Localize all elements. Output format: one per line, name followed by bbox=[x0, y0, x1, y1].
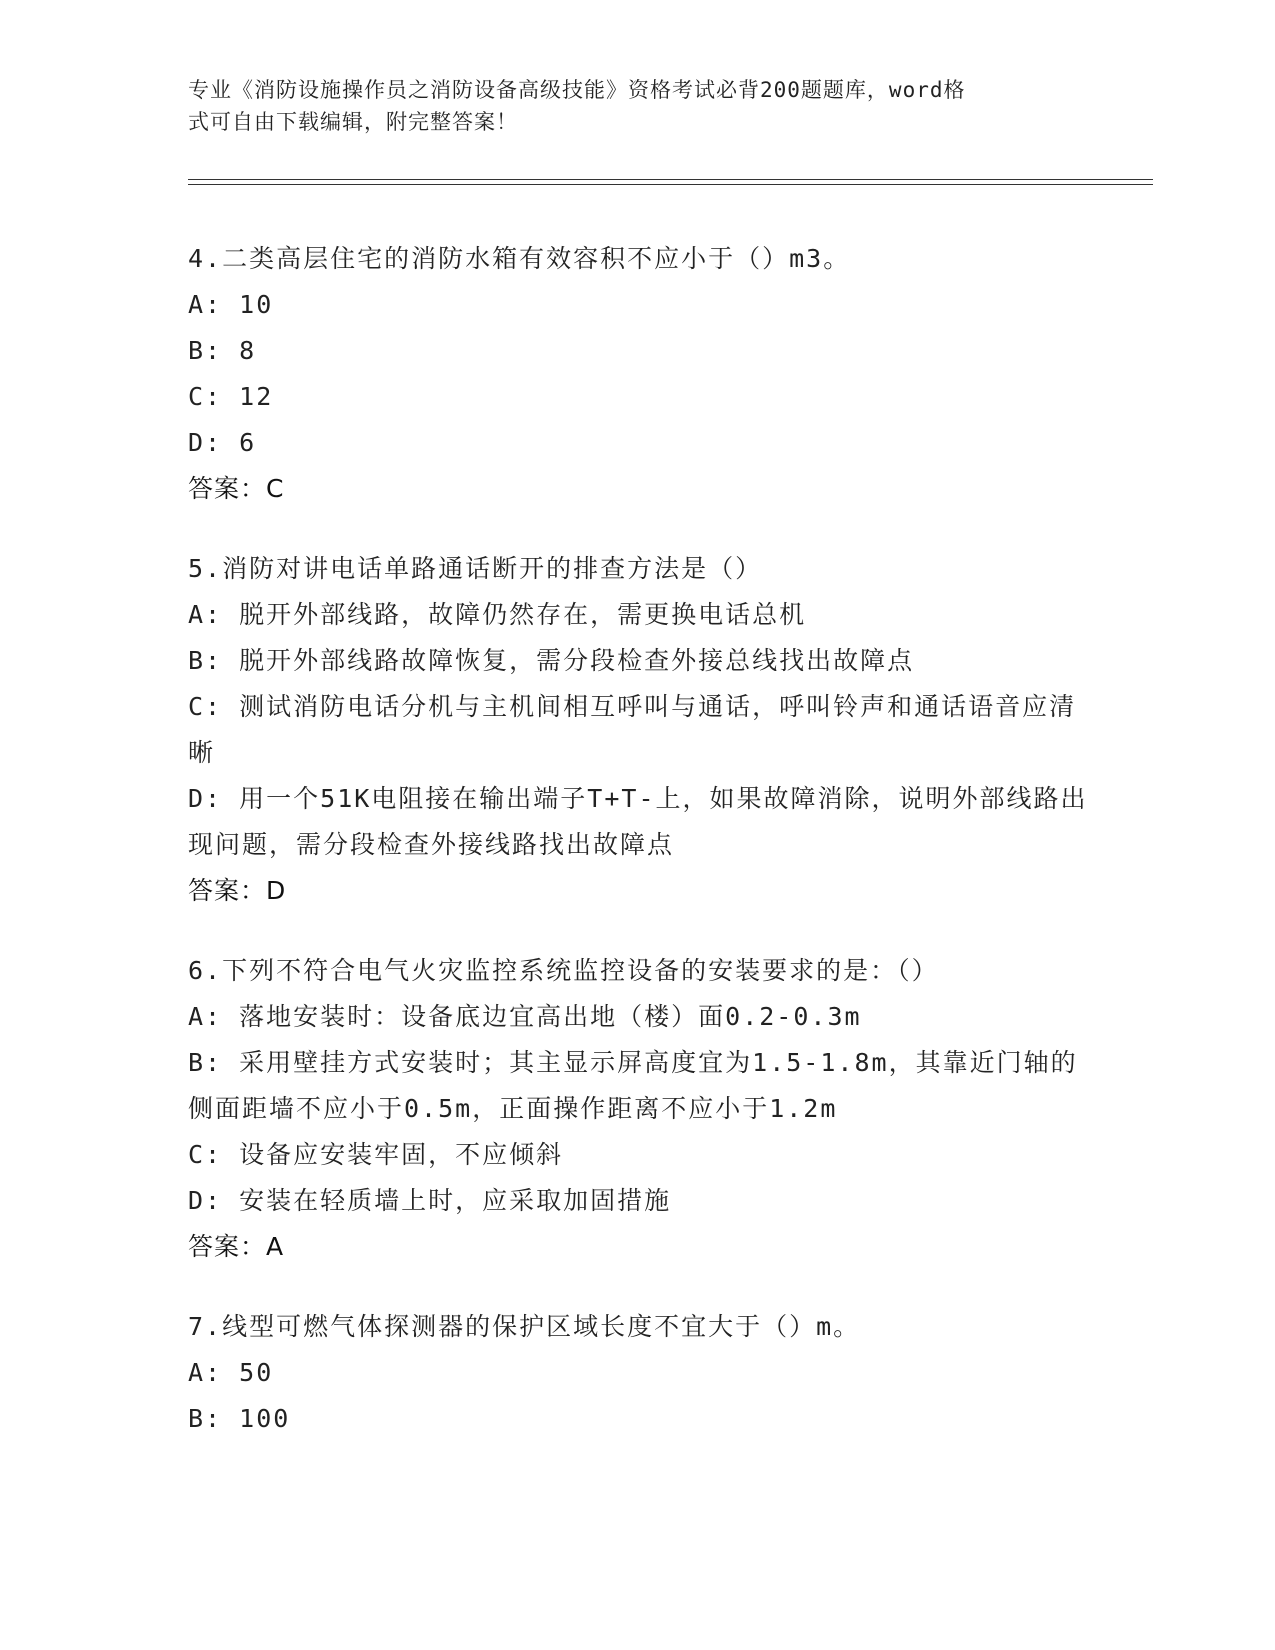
option-a: A: 10 bbox=[188, 290, 274, 319]
answer-label: 答案：A bbox=[188, 1232, 285, 1261]
question-stem: 4.二类高层住宅的消防水箱有效容积不应小于（）m3。 bbox=[188, 244, 851, 273]
question-stem: 6.下列不符合电气火灾监控系统监控设备的安装要求的是：（） bbox=[188, 956, 939, 985]
question-list bbox=[188, 236, 1088, 1476]
option-b: B: 采用壁挂方式安装时；其主显示屏高度宜为1.5-1.8m，其靠近门轴的侧面距墙不应小于0.5m，正面操作距离不应小于1.2m bbox=[188, 1048, 1078, 1123]
header-line-1: 专业《消防设施操作员之消防设备高级技能》资格考试必背200题题库，word格 bbox=[188, 78, 966, 102]
answer-label: 答案：C bbox=[188, 474, 285, 503]
question-4 bbox=[188, 236, 1088, 512]
question-stem: 7.线型可燃气体探测器的保护区域长度不宜大于（）m。 bbox=[188, 1312, 861, 1341]
option-a: A: 50 bbox=[188, 1358, 274, 1387]
option-d: D: 用一个51K电阻接在输出端子T+T-上，如果故障消除，说明外部线路出现问题，需分段检查外接线路找出故障点 bbox=[188, 784, 1088, 859]
option-c: C: 测试消防电话分机与主机间相互呼叫与通话，呼叫铃声和通话语音应清晰 bbox=[188, 692, 1077, 767]
option-d: D: 安装在轻质墙上时，应采取加固措施 bbox=[188, 1186, 672, 1215]
header-line-2: 式可自由下载编辑，附完整答案！ bbox=[188, 110, 518, 134]
option-b: B: 8 bbox=[188, 336, 257, 365]
answer-label: 答案：D bbox=[188, 876, 287, 905]
question-7 bbox=[188, 1304, 1088, 1442]
option-b: B: 脱开外部线路故障恢复，需分段检查外接总线找出故障点 bbox=[188, 646, 915, 675]
header-divider-bottom bbox=[188, 184, 1153, 185]
header-divider-top bbox=[188, 179, 1153, 180]
option-d: D: 6 bbox=[188, 428, 257, 457]
option-a: A: 脱开外部线路，故障仍然存在，需更换电话总机 bbox=[188, 600, 807, 629]
option-b: B: 100 bbox=[188, 1404, 291, 1433]
option-c: C: 12 bbox=[188, 382, 274, 411]
question-5 bbox=[188, 546, 1088, 914]
option-a: A: 落地安装时：设备底边宜高出地（楼）面0.2-0.3m bbox=[188, 1002, 862, 1031]
document-header bbox=[188, 74, 1068, 138]
question-stem: 5.消防对讲电话单路通话断开的排查方法是（） bbox=[188, 554, 763, 583]
question-6 bbox=[188, 948, 1088, 1270]
option-c: C: 设备应安装牢固，不应倾斜 bbox=[188, 1140, 564, 1169]
